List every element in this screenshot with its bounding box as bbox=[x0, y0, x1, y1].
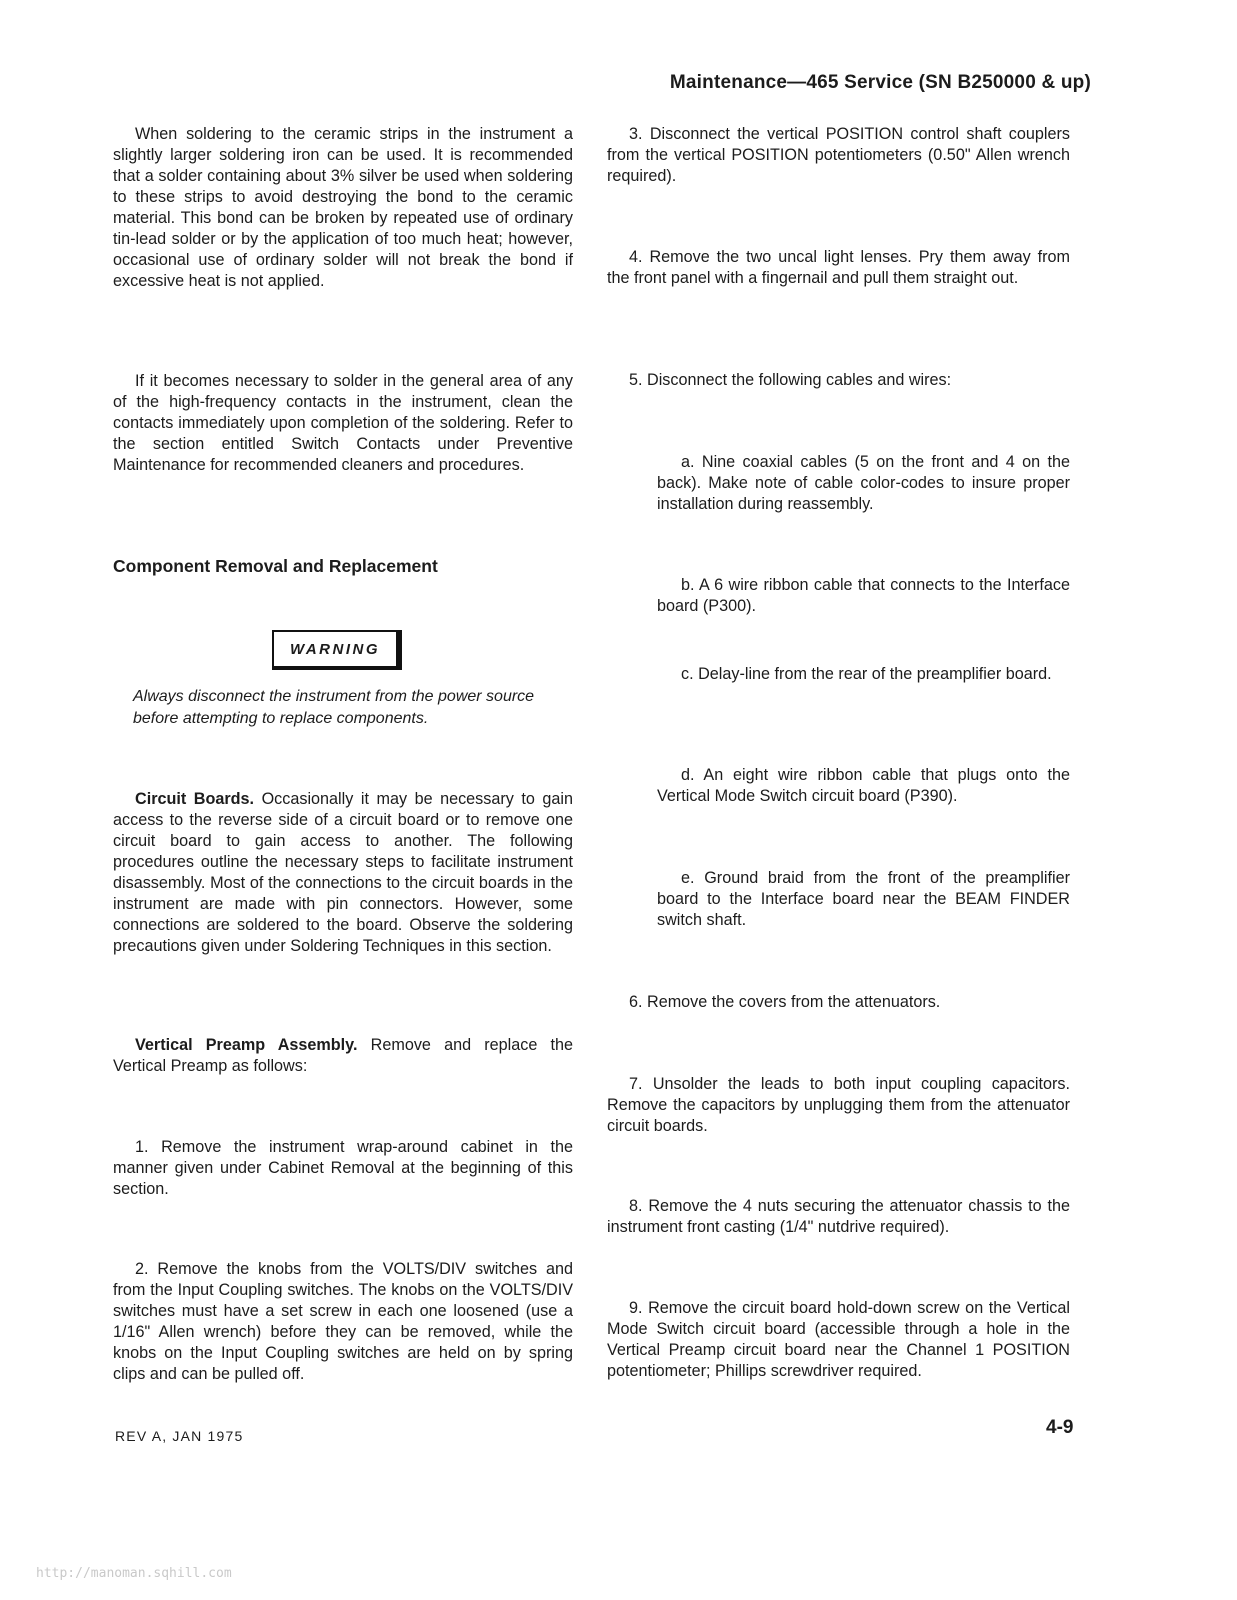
step-2: 2. Remove the knobs from the VOLTS/DIV switches and from the Input Coupling switches. The knobs on the VOLTS/DIV switches must have a set screw in each one loosened (use a 1/16" Allen wrench) before they can be removed, while the knobs on the Input Coupling switches are held on by spring clips and can be pulled off. bbox=[113, 1260, 573, 1383]
step-6: 6. Remove the covers from the attenuators. bbox=[629, 993, 941, 1011]
warning-label: WARNING bbox=[272, 630, 402, 670]
step-5d: d. An eight wire ribbon cable that plugs onto the Vertical Mode Switch circuit board (P390). bbox=[657, 766, 1070, 805]
source-watermark[interactable]: http://manoman.sqhill.com bbox=[36, 1566, 232, 1581]
section-title: Component Removal and Replacement bbox=[113, 556, 438, 576]
circuit-boards-title: Circuit Boards. bbox=[135, 790, 255, 808]
step-3: 3. Disconnect the vertical POSITION control shaft couplers from the vertical POSITION potentiometers (0.50" Allen wrench required). bbox=[607, 125, 1070, 185]
circuit-boards-paragraph bbox=[113, 789, 573, 957]
revision-date: REV A, JAN 1975 bbox=[115, 1428, 244, 1444]
vertical-preamp-title: Vertical Preamp Assembly. bbox=[135, 1036, 358, 1054]
page-header: Maintenance—465 Service (SN B250000 & up) bbox=[669, 72, 1091, 93]
step-4: 4. Remove the two uncal light lenses. Pry them away from the front panel with a fingernail and pull them straight out. bbox=[607, 248, 1070, 287]
step-8: 8. Remove the 4 nuts securing the attenuator chassis to the instrument front casting (1/4" nutdrive required). bbox=[607, 1197, 1070, 1236]
high-frequency-contacts-paragraph: If it becomes necessary to solder in the general area of any of the high-frequency contacts in the instrument, clean the contacts immediately upon completion of the soldering. Refer to the section entitled Switch Contacts under Preventive Maintenance for recommended cleaners and procedures. bbox=[113, 372, 573, 474]
step-9: 9. Remove the circuit board hold-down screw on the Vertical Mode Switch circuit board (accessible through a hole in the Vertical Preamp circuit board near the Channel 1 POSITION potentiometer; Phillips screwdriver required. bbox=[607, 1299, 1070, 1380]
warning-text: Always disconnect the instrument from the power source before attempting to replace components. bbox=[133, 688, 535, 727]
circuit-boards-text: Occasionally it may be necessary to gain access to the reverse side of a circuit board or to remove one circuit board to gain access to another. The following procedures outline the necessary steps to facilitate instrument disassembly. Most of the connections to the circuit boards in the instrument are made with pin connectors. However, some connections are soldered to the board. Observe the soldering precautions given under Soldering Techniques in this section. bbox=[113, 790, 573, 955]
step-5b: b. A 6 wire ribbon cable that connects to the Interface board (P300). bbox=[657, 576, 1070, 615]
page-number: 4-9 bbox=[1046, 1417, 1074, 1438]
soldering-ceramic-paragraph: When soldering to the ceramic strips in the instrument a slightly larger soldering iron can be used. It is recommended that a solder containing about 3% silver be used when soldering to these strips to avoid destroying the bond to the ceramic material. This bond can be broken by repeated use of ordinary tin-lead solder or by the application of too much heat; however, occasional use of ordinary solder will not break the bond if excessive heat is not applied. bbox=[113, 125, 573, 290]
step-7: 7. Unsolder the leads to both input coupling capacitors. Remove the capacitors by unplugging them from the attenuator circuit boards. bbox=[607, 1075, 1070, 1135]
vertical-preamp-text: Remove and replace the Vertical Preamp as follows: bbox=[113, 1036, 573, 1075]
step-5c: c. Delay-line from the rear of the preamplifier board. bbox=[681, 665, 1052, 683]
step-1: 1. Remove the instrument wrap-around cabinet in the manner given under Cabinet Removal at the beginning of this section. bbox=[113, 1138, 573, 1198]
step-5a: a. Nine coaxial cables (5 on the front and 4 on the back). Make note of cable color-codes to insure proper installation during reassembly. bbox=[657, 453, 1070, 513]
vertical-preamp-paragraph bbox=[113, 1035, 573, 1077]
step-5e: e. Ground braid from the front of the preamplifier board to the Interface board near the BEAM FINDER switch shaft. bbox=[657, 869, 1070, 929]
step-5: 5. Disconnect the following cables and wires: bbox=[629, 371, 952, 389]
